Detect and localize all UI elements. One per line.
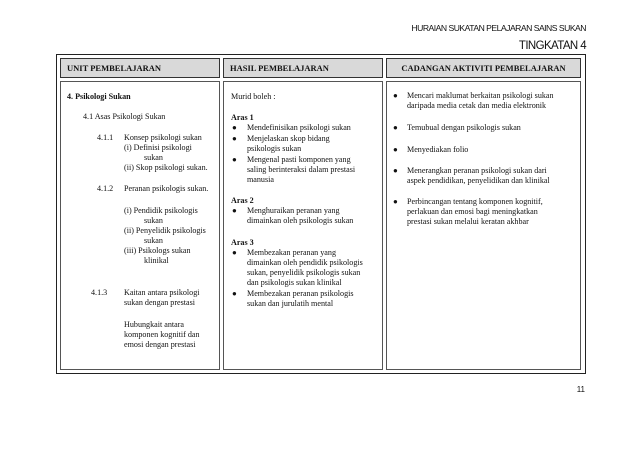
document-header-title: HURAIAN SUKATAN PELAJARAN SAINS SUKAN — [411, 23, 586, 33]
activity-5-line2: perlakuan dan emosi bagi meningkatkan — [407, 207, 538, 216]
aras-3-heading: Aras 3 — [231, 238, 254, 247]
activity-5-line3: prestasi sukan melalui keratan akhbar — [407, 217, 529, 226]
bullet-icon: ● — [232, 134, 237, 143]
hasil-intro: Murid boleh : — [231, 92, 276, 101]
aras-2-item-1-line1: Menghuraikan peranan yang — [247, 206, 340, 215]
aras-2-item-1-line2: dimainkan oleh psikologis sukan — [247, 216, 354, 225]
aras-3-item-1-line1: Membezakan peranan yang — [247, 248, 336, 257]
unit-4-1-2-number: 4.1.2 — [97, 184, 114, 193]
page-number: 11 — [576, 385, 585, 394]
aras-1-item-3-line2: saling berinteraksi dalam prestasi — [247, 165, 356, 174]
activity-5-line1: Perbincangan tentang komponen kognitif, — [407, 197, 543, 206]
bullet-icon: ● — [232, 248, 237, 257]
aras-3-item-1-line3: sukan, penyelidik psikologis sukan — [247, 268, 361, 277]
bullet-icon: ● — [232, 206, 237, 215]
unit-4-1-3-line2: sukan dengan prestasi — [124, 298, 196, 307]
unit-4-1-3-hub-line3: emosi dengan prestasi — [124, 340, 196, 349]
unit-sub-topic: 4.1 Asas Psikologi Sukan — [83, 112, 166, 121]
unit-4-1-1-ii: (ii) Skop psikologi sukan. — [124, 163, 208, 172]
unit-4-1-2-i: (i) Pendidik psikologis — [124, 206, 198, 215]
bullet-icon: ● — [393, 166, 398, 175]
bullet-icon: ● — [393, 197, 398, 206]
activity-1-line1: Mencari maklumat berkaitan psikologi sukan — [407, 91, 554, 100]
unit-4-1-3-hub-line1: Hubungkait antara — [124, 320, 185, 329]
aras-3-item-2-line2: sukan dan jurulatih mental — [247, 299, 334, 308]
unit-4-1-2-ii-cont: sukan — [144, 236, 163, 245]
aras-3-item-2-line1: Membezakan peranan psikologis — [247, 289, 354, 298]
activity-1-line2: daripada media cetak dan media elektronik — [407, 101, 547, 110]
unit-4-1-1-i-cont: sukan — [144, 153, 163, 162]
table-header-row — [60, 58, 582, 78]
bullet-icon: ● — [393, 123, 398, 132]
aras-1-item-1: Mendefinisikan psikologi sukan — [247, 123, 351, 132]
unit-4-1-3-number: 4.1.3 — [91, 288, 108, 297]
aras-1-item-3-line3: manusia — [247, 175, 274, 184]
unit-4-1-1-i: (i) Definisi psikologi — [124, 143, 192, 152]
unit-4-1-2-iii-cont: klinikal — [144, 256, 169, 265]
aras-1-item-2-line1: Menjelaskan skop bidang — [247, 134, 330, 143]
hasil-column — [223, 81, 383, 370]
aras-3-item-1-line4: dan psikologis sukan klinikal — [247, 278, 342, 287]
aras-1-heading: Aras 1 — [231, 113, 254, 122]
activity-2: Temubual dengan psikologis sukan — [407, 123, 521, 132]
header-unit: UNIT PEMBELAJARAN — [60, 58, 220, 78]
aras-2-heading: Aras 2 — [231, 196, 254, 205]
activity-4-line2: aspek pendidikan, penyelidikan dan klinikal — [407, 176, 550, 185]
syllabus-table — [56, 54, 586, 374]
aras-1-item-3-line1: Mengenal pasti komponen yang — [247, 155, 351, 164]
unit-4-1-2-text: Peranan psikologis sukan. — [124, 184, 209, 193]
cadangan-column — [386, 81, 581, 370]
bullet-icon: ● — [232, 289, 237, 298]
header-cadangan: CADANGAN AKTIVITI PEMBELAJARAN — [386, 58, 581, 78]
aras-1-item-2-line2: psikologis sukan — [247, 144, 302, 153]
document-header-subtitle: TINGKATAN 4 — [518, 40, 586, 52]
unit-column — [60, 81, 220, 370]
unit-4-1-1-number: 4.1.1 — [97, 133, 114, 142]
unit-4-1-2-iii: (iii) Psikologs sukan — [124, 246, 191, 255]
bullet-icon: ● — [232, 155, 237, 164]
unit-4-1-1-text: Konsep psikologi sukan — [124, 133, 202, 142]
unit-4-1-2-i-cont: sukan — [144, 216, 163, 225]
header-hasil: HASIL PEMBELAJARAN — [223, 58, 383, 78]
aras-3-item-1-line2: dimainkan oleh pendidik psikologis — [247, 258, 363, 267]
bullet-icon: ● — [232, 123, 237, 132]
activity-4-line1: Menerangkan peranan psikologi sukan dari — [407, 166, 547, 175]
unit-4-1-2-ii: (ii) Penyelidik psikologis — [124, 226, 206, 235]
bullet-icon: ● — [393, 145, 398, 154]
activity-3: Menyediakan folio — [407, 145, 469, 154]
unit-4-1-3-hub-line2: komponen kognitif dan — [124, 330, 200, 339]
unit-4-1-3-line1: Kaitan antara psikologi — [124, 288, 200, 297]
unit-main-topic: 4. Psikologi Sukan — [67, 92, 131, 101]
bullet-icon: ● — [393, 91, 398, 100]
